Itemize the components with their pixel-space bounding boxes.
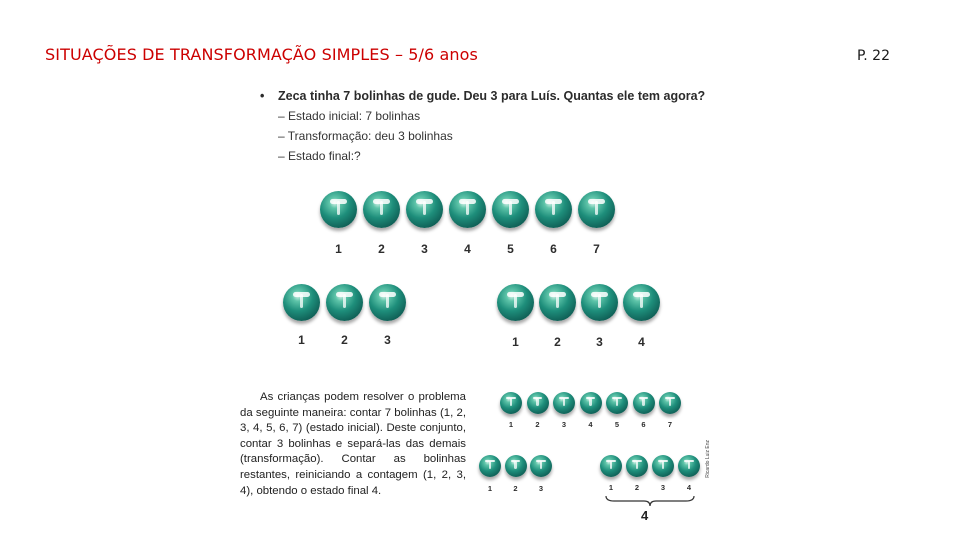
count-label: 3 — [561, 420, 567, 429]
marble-icon — [363, 191, 400, 228]
initial-state: – Estado inicial: 7 bolinhas — [278, 109, 421, 123]
count-label: 1 — [512, 335, 519, 349]
explanation-paragraph: As crianças podem resolver o problema da seguinte maneira: contar 7 bolinhas (1, 2, 3, 4, 5, 6, 7) (estado inicial). Deste conjunto, contar 3 bolinhas e separá-las das demais (transformação). Contar as bolinhas restantes, reiniciando a contagem (1, 2, 3, 4), obtendo o estado final 4. — [240, 391, 466, 497]
marble-icon — [479, 455, 501, 477]
marble-icon — [659, 392, 681, 414]
marble-icon — [633, 392, 655, 414]
count-label: 5 — [507, 242, 514, 256]
marble-icon — [553, 392, 575, 414]
marble-icon — [406, 191, 443, 228]
marble-icon — [578, 191, 615, 228]
count-label: 5 — [614, 420, 620, 429]
final-state: – Estado final:? — [278, 149, 361, 163]
count-label: 2 — [535, 420, 540, 429]
count-label: 1 — [487, 484, 493, 493]
image-credit: Ricardo Luiz Enz — [705, 440, 711, 478]
count-label: 6 — [550, 242, 557, 256]
explanation-text — [240, 390, 466, 499]
count-label: 1 — [508, 420, 514, 429]
slide-title: SITUAÇÕES DE TRANSFORMAÇÃO SIMPLES – 5/6 anos — [45, 45, 478, 64]
bullet: • — [260, 89, 265, 103]
count-label: 3 — [660, 483, 666, 492]
problem-states — [278, 106, 720, 166]
count-label: 3 — [384, 333, 391, 347]
count-label: 2 — [554, 335, 561, 349]
count-label: 2 — [634, 483, 640, 492]
count-label: 1 — [608, 483, 614, 492]
count-label: 4 — [464, 242, 471, 256]
marble-icon — [283, 284, 320, 321]
count-label: 4 — [638, 335, 645, 349]
problem-statement — [260, 88, 720, 166]
marble-icon — [623, 284, 660, 321]
marble-icon — [369, 284, 406, 321]
marble-icon — [606, 392, 628, 414]
marble-icon — [581, 284, 618, 321]
count-label: 2 — [378, 242, 385, 256]
count-label: 6 — [641, 420, 646, 429]
count-label: 7 — [667, 420, 673, 429]
marble-icon — [449, 191, 486, 228]
marble-icon — [580, 392, 602, 414]
marble-icon — [492, 191, 529, 228]
transformation: – Transformação: deu 3 bolinhas — [278, 129, 453, 143]
count-label: 1 — [298, 333, 305, 347]
question-text: Zeca tinha 7 bolinhas de gude. Deu 3 para Luís. Quantas ele tem agora? — [278, 89, 706, 103]
result-number: 4 — [641, 508, 649, 523]
marble-icon — [326, 284, 363, 321]
count-label: 7 — [593, 242, 600, 256]
marble-icon — [320, 191, 357, 228]
brace-icon — [604, 494, 696, 508]
marble-icon — [505, 455, 527, 477]
marble-icon — [527, 392, 549, 414]
page-number: P. 22 — [857, 48, 890, 64]
marble-icon — [678, 455, 700, 477]
marble-icon — [600, 455, 622, 477]
marble-icon — [535, 191, 572, 228]
count-label: 2 — [341, 333, 348, 347]
count-label: 2 — [513, 484, 518, 493]
count-label: 3 — [596, 335, 603, 349]
count-label: 1 — [335, 242, 342, 256]
count-label: 4 — [686, 483, 692, 492]
count-label: 4 — [588, 420, 593, 429]
problem-question — [260, 88, 720, 104]
marble-icon — [626, 455, 648, 477]
marble-icon — [500, 392, 522, 414]
marble-icon — [652, 455, 674, 477]
marble-icon — [539, 284, 576, 321]
count-label: 3 — [538, 484, 544, 493]
count-label: 3 — [421, 242, 428, 256]
marble-icon — [497, 284, 534, 321]
marble-icon — [530, 455, 552, 477]
